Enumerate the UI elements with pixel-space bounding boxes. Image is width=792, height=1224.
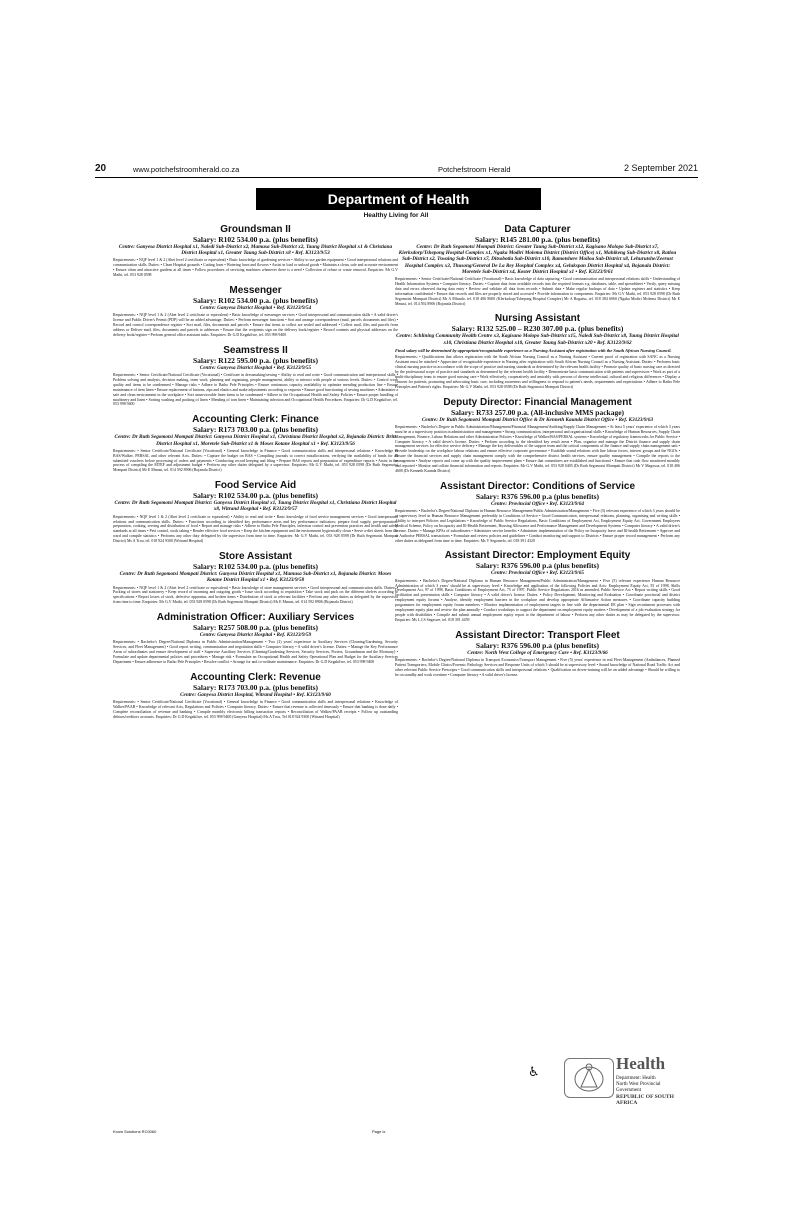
job-salary: Salary: R173 703.00 p.a. (plus benefits) [192, 682, 318, 692]
footer-left: Know Solutions RC0060 [113, 1129, 157, 1134]
header-rule [95, 177, 698, 178]
job-body: Requirements: • Senior Certificate/National Certificate (Vocational) • Basic knowledge of data capturing • Good communication and interpersonal relations skills • Understanding of Health Information Systems • Computer literacy. Duties: • Capture data from available records into the required formats e.g. databases, table, and spreadsheet • Verify, query missing data and errors observed during data entry • Review and validate all data from records • Submit data • Make regular backups of data • Update registers and statistics • Keep information confidential • Ensure that records and files are properly stored and accessed • Provide information to components. Enquiries: Mr G.V Maibi, tel. 053 928 0598 (Dr Ruth Segomotsi Mompati District) Mr A Mfundo, tel. 018 406 8600 (Klerksdorp/Tshepong Hospital Complex) Mr A Bogatsu, tel. 018 384 6060 (Ngaka Modiri Molema District) Mr E Mmusi, tel. 014 592 8906 (Bojanala District) [395, 277, 680, 306]
job-title: Assistant Director: Transport Fleet [455, 629, 620, 641]
issue-date: 2 September 2021 [623, 163, 698, 173]
tagline: Healthy Living for All [363, 212, 429, 219]
health-wordmark: Health [616, 1054, 666, 1073]
job-title: Assistant Director: Employment Equity [444, 550, 631, 562]
job-note: Final salary will be determined by appropriate/recognisable experience as a Nursing Assistant after registration with the South African Nursing Council. [395, 347, 672, 353]
page-number: 20 [95, 163, 107, 174]
job-centre: Centre: Dr Ruth Segomotsi Mompati District: Ganyesa District Hospital x1, Christiana District Hospital x2, Bojanala District: Brits District Hospital x1, Moretele Sub-District x1 & Moses Kotane Hospital x1 • Ref. K3123/9/56 [114, 434, 397, 447]
job-title: Groundsman II [220, 224, 291, 235]
department-line-2: North West Provincial Government [616, 1082, 661, 1093]
job-title: Administration Officer: Auxiliary Services [156, 612, 355, 624]
job-body: Requirements: • Senior Certificate/National Certificate (Vocational) • Certificate in dressmaking/sewing • Ability to read and write • Good communication and interpersonal skills • Problem solving and analysis, decision making, team work, planning and organising, people management, ability to interact with people at various levels. Duties: • Control work quality and items to be condemned • Manage risks • Adhere to Batho Pele Principles • Ensure continuous capacity availability to optimize mending production line • Ensure maintenance of item linen • Ensure replacement of buttons, zips and elastics and make adjustments according to requests • Ensure good functioning of sewing machines • Administer a safe and clean environment in the workplace • Sort unserviceable linen items to be condemned • Adhere to the Occupational Health and Safety Policies • Ensure proper handling of machinery and linen • Sorting washing and packing of linen • Mending of torn linen • Maintaining infection and Occupational Health Procedures. Enquiries: Dr G.D Kegakilwe, tel. 053 998 9400 [113, 372, 398, 407]
job-advert [113, 480, 398, 544]
job-body: Requirements: • Bachelor's Degree/National Diploma in Human Resource Management/Public Administration/Management • Five (5) relevant experience of which 3 years should be at supervisory level in Human Resource Management preferably in Conditions of Service • Good Communication, interpersonal relations, planning, organising and writing skills • Ability to interpret Policies and Legislations • Knowledge of Public Service Regulations, Basic Conditions of Employment Act, Employment Equity Act, Government Employees Medical Scheme, Policy on Incapacity and Ill-Health Retirement, Housing Allowance and Performance Management and Development Systems • Computer literacy • A valid driver's license. Duties: • Manage KPAs of subordinates • Administer service benefits • Administer implementation of the Policy on Incapacity leave and Ill-health Retirement • Approve and or Authorise PERSAL transactions • Formulate and review policies and guidelines • Conduct monitoring and support to Districts • Ensure proper record management • Perform any other duties as delegated from time to time. Enquiries: Ms V Segomelo, tel. 018 391 4320 [395, 509, 680, 543]
job-advert [395, 630, 680, 678]
job-salary: Salary: R376 596.00 p.a (plus benefits) [475, 640, 600, 650]
job-body: Requirements: • NQF level 1 & 2 (Abet level 2 certificate or equivalent) • Basic knowledge of gardening services • Ability to use garden equipment • Good interpersonal relations and communication skills. Duties: • Clean Hospital grounds • Cutting lawn • Watering lawn and flowers • Assist in load or unload goods • Maintain a clean, safe and accurate environment • Ensure clean and attractive gardens at all times • Follow procedures of servicing machines whenever there is a need • Collection of refuse or waste removal. Enquiries: Mr G.V Maibi, tel. 053 928 0598 [113, 258, 398, 278]
website-url[interactable]: www.potchefstroomherald.co.za [133, 165, 240, 174]
job-centre: Centre: Ganyesa District Hospital • Ref. K3123/9/59 [199, 632, 312, 639]
left-column [113, 224, 398, 1129]
job-body: Requirements: • Bachelor's Degree/National Diploma in Human Resource Management/Public Administration/Management • Five (5) relevant experience Human Resource Administration of which 3 years' should be at supervisory level • Knowledge and application of the following Policies and Acts: Employment Equity Act, 55 of 1998, Skills Development Act, 97 of 1998, Basic Conditions of Employment Act, 75 of 1997, Public Service Regulations 2016 as amended, Public Service Act • Report writing skills • Good facilitation and presentation skills • Computer literacy • A valid driver's license. Duties: • Policy Development, Monitoring and Evaluation • Coordinate provincial and district employment equity forums • Analyse, identify employment barriers in the workplace and develop appropriate Affirmative Action measures • Coordinate capacity building programmes for employment equity forum members • Monitor implementation of employment targets in line with the departmental EE plan • Sign recruitment processes with employment equity plan and review the plan annually • Conduct workshops to support the department on employment equity matters • Development of a job evaluation strategy for people with disabilities • Compile and submit annual employment equity report to the department of labour • Perform any other duties as may be delegated by the supervisor. Enquiries: Ms L.I.S Segaswe, tel. 018 391 4459 [395, 578, 680, 622]
job-centre: Centre: Dr Ruth Segomotsi Mompati District: Ganyesa District Hospital x1, Taung District Hospital x1, Christiana District Hospital x8, Witrand Hospital • Ref. K3123/9/57 [114, 500, 397, 513]
job-advert [113, 345, 398, 408]
job-advert [113, 285, 398, 338]
job-advert [395, 481, 680, 544]
wheelchair-icon: ♿ [528, 1065, 540, 1080]
job-advert [113, 551, 398, 605]
job-salary: Salary: R102 534.00 p.a. (plus benefits) [192, 491, 318, 501]
job-title: Assistant Director: Conditions of Service [439, 480, 636, 492]
job-salary: Salary: R733 257.00 p.a. (All-inclusive MMS package) [450, 407, 625, 417]
department-lines [616, 1076, 680, 1094]
job-body: Requirements: • Bachelor's Degree/National Diploma in Public Administration/Management • Two (2) years' experience in Auxiliary Services (Cleaning/Gardening, Security Services, and Fleet Management) • Good report writing, communication and negotiation skills • Computer literacy • A valid driver's license. Duties: • Manage the Key Performance Areas of subordinates and ensure development of staff • Supervise Auxiliary Services (Cleaning/Gardening Services, Security Services, Porters, Groundsman and the Mortuary) • Formulate and update departmental policies and procedures • Manage risk • Formulate an Occupational Health and Safety Operational Plan and Budget for the Auxiliary Services Department • Ensure adherence to Batho Pele Principles • Resolve conflict • Arrange for and co-ordinate maintenance. Enquiries: Dr G.D Kegakilwe, tel. 053 998 9400 [113, 640, 398, 664]
job-title: Data Capturer [504, 224, 571, 235]
job-salary: Salary: R145 281.00 p.a. (plus benefits) [474, 235, 600, 244]
job-title: Messenger [229, 285, 282, 297]
job-advert [395, 313, 680, 389]
job-salary: Salary: R257 508.00 p.a. (plus benefits) [192, 623, 318, 633]
job-centre: Centre: Ganyesa District Hospital • Ref. K3123/9/54 [199, 305, 312, 312]
coat-of-arms-icon [564, 1058, 614, 1098]
job-advert [395, 397, 680, 474]
job-salary: Salary: R132 525.00 – R230 307.00 p.a. (plus benefits) [451, 324, 624, 334]
job-advert [113, 672, 398, 720]
job-centre: Centre: Ganyesa District Hospital x1, Naledi Sub-District x2, Mamusa Sub-District x2, Taung District Hospital x1 & Christiana District Hospital x1, Greater Taung Sub-District x8 • Ref. K3123/9/53 [118, 244, 393, 257]
job-body: Requirements: • Senior Certificate/National Certificate (Vocational) • General knowledge in Finance • Good communication skills and interpersonal relations • Knowledge of Walker/PAAB • Knowledge of relevant Acts, Regulations and Policies • Computer literacy. Duties: • Ensure that revenue is collected timeously • Ensure that banking is done daily • Complete reconciliation of revenue and banking • Compile monthly electronic billing transaction reports • Reconciliation of Walker/PAAB receipts • Follow up outstanding debtors/creditors accounts. Enquiries: Dr G.D Kegakilwe, tel. 053 998 9400 (Ganyesa Hospital) Ms A Trou, Tel 018 924 9300 (Witrand Hospital) [113, 700, 398, 719]
job-advert [113, 224, 398, 278]
right-column [395, 224, 680, 1129]
job-advert [395, 550, 680, 622]
newspaper-name: Potchefstroom Herald [438, 165, 511, 174]
job-centre: Centre: Dr Ruth Segomotsi Mompati District: Greater Taung Sub-District x12, Kagisano Molopo Sub-District x7, Kierksdorp/Tshepong Hospital Complex x1, Ngaka Modiri Molema District (District Office) x1, Mahikeng Sub-District x8, Ratlou Sub-District x2, Tswaing Sub-District x7, Ditsobotla Sub-District x10, Ramotshere Moiloa Sub-District x8, Lehurutshe/Zeerust Hospital Complex x3, Thusong/General De La Rey Hospital Complex x4, Gelukspan District Hospital x4, Bojanala District: Moretele Sub-District x4, Koster District Hospital x1 • Ref. K3123/9/61 [398, 244, 677, 275]
job-centre: Centre: Provincial Office • Ref. K3123/9/64 [490, 500, 585, 507]
job-centre: Centre: Dr Ruth Segomotsi Mompati District Office & Dr Kenneth Kaunda District Office • Ref. K3123/9/63 [421, 416, 654, 423]
job-centre: Centre: Dr Ruth Segomotsi Mompati District: Ganyesa District Hospital x1, Mamusa Sub-District x1, Bojanala District: Moses Kotane District Hospital x1 • Ref. K3123/9/58 [119, 571, 392, 584]
department-banner: Department of Health [256, 188, 541, 210]
job-salary: Salary: R376 596.00 p.a (plus benefits) [475, 561, 600, 571]
job-advert [395, 224, 680, 306]
job-salary: Salary: R122 595.00 p.a. (plus benefits) [192, 355, 318, 365]
job-salary: Salary: R173 703.00 p.a. (plus benefits) [192, 425, 318, 435]
job-body: Requirements: • Senior Certificate/National Certificate (Vocational) • General knowledge in Finance • Good communication skills and interpersonal relations • Knowledge of BAS/Walker, PERSAL and other relevant Acts. Duties: • Capture the budget on BAS • Compiling journals to correct misallocations, verifying the availability of funds for all submitted vouchers before processing of orders and payments • Conducting record keeping and filing • Prepare BAS reports and preparation of expenditure reports • Assist in the process of compiling the MTEF and adjustment budget • Perform any other duties delegated by a supervisor. Enquiries: Mr G.V Maibi, tel. 053 928 0598 (Dr Ruth Segomotsi Mompati District) Mr E Mmusi, tel. 014 592 8906 (Bojanala District) [113, 448, 398, 473]
job-body: Requirements: • Qualifications that allows registration with the South African Nursing Council as a Nursing Assistant • Current proof of registration with SANC as a Nursing Assistant must be attached • Appreciate of recognisable experience in Nursing after registration with South African Nursing Council as a Nursing Assistant. Duties: • Performs basic clinical nursing practice in accordance with the scope of practice and nursing standards as determined by the relevant health facility • Promote quality of basic nursing care as directed by the professional scope of practice and standards as determined by the relevant health facility • Demonstrate basic communication with patients and supervisors • Work as part of a multi-disciplinary team to ensure good nursing care • Work effectively, cooperatively and amicably with persons of diverse intellectual, cultural and religious differences • Display a concern for patients, promoting and advocating basic care, including awareness and willingness to respond to patient's needs, requirements and expectations • Adhere to Batho Pele Principles and Patient's rights. Enquiries: Mr G.V Maibi, tel. 053 928 0598 (Dr Ruth Segomotsi Mompati District) [395, 355, 680, 389]
job-centre: Centre: Ganyesa District Hospital • Ref. K3123/9/55 [199, 364, 312, 371]
footer-center: Page ix [372, 1129, 386, 1134]
job-body: Requirements: • NQF level 1 & 2 (Abet level 2 certificate or equivalent) • Basic knowledge of messenger services • Good interpersonal and communication skills • A valid driver's license and Public Driver's Permit (PDP) will be an added advantage. Duties: • Perform messenger functions • Sort and arrange correspondence (mail, parcels documents and files) • Record and control correspondence register • Sort mail, files, documents and parcels • Ensure that items to collect are sealed and addressed • Collect mail, files and parcels from address or Deliver mail, files, documents and parcels to addresses • Ensure that the recipients sign on the delivery book/register • Record contents and physical addresses on the delivery book/register • Perform general office assistant tasks. Enquiries: Dr G.D Kegakilwe, tel. 053 998 9400 [113, 313, 398, 337]
job-advert [113, 414, 398, 473]
job-body: Requirements: • Bachelor's Degree/National Diploma in Transport Economics/Transport Management • Five (5) years' experience in real Fleet Management (Ambulances, Planned Patient Transporters, Mobile Clinics/Forensic Pathology Services and Response Units of which 3 should be at supervisory level • Sound knowledge of National Road Traffic Act and other relevant Public Service Prescripts • Good communication skills and interpersonal relations • Qualification on driver-training will be an added advantage • Should be willing to be on standby and work overtime • Computer literacy • A valid driver's license. [395, 657, 680, 677]
job-salary: Salary: R102 534.00 p.a. (plus benefits) [192, 296, 318, 306]
page-header [95, 163, 698, 177]
job-advert [113, 612, 398, 665]
job-salary: Salary: R376 596.00 p.a (plus benefits) [475, 491, 600, 501]
job-salary: Salary: R102 534.00 p.a. (plus benefits) [192, 235, 318, 244]
republic-line: REPUBLIC OF SOUTH AFRICA [616, 1094, 674, 1106]
department-line-1: Department: Health [616, 1076, 656, 1081]
job-title: Food Service Aid [214, 480, 297, 492]
job-centre: Centre: Provincial Office • Ref. K3123/9/65 [490, 570, 585, 577]
job-title: Accounting Clerk: Finance [192, 414, 319, 426]
job-title: Store Assistant [219, 551, 292, 563]
job-title: Nursing Assistant [494, 313, 581, 325]
job-centre: Centre: Ganyesa District Hospital, Witrand Hospital • Ref. K3123/9/60 [180, 691, 331, 698]
job-title: Seamstress II [223, 344, 288, 356]
job-centre: Centre: Schlining Community Health Centre x3, Kagisano Molopo Sub-District x15, Naledi Sub-District x8, Taung District Hospital x10, Christiana District Hospital x10, Greater Taung Sub-District x20 • Ref. K3123/9/62 [396, 333, 679, 346]
job-body: Requirements: • NQF level 1 & 2 (Abet level 2 certificate or equivalent) • Ability to read and write • Basic knowledge of food service management services • Good interpersonal relations and communication skills. Duties: • Functions according to identified key performance areas and key performance indicators; prepare food supply, pre-preparation, preparation, cooking, serving and distribution of food • Report and manage risks • Adhere to Batho Pele Principles, infection control and prevention practices and health and safety standards at all times • Pest control, stock taking • Render effective food services • Keep the kitchen equipment and the environment hygienically clean • Serve a-diet sheets from the ward and compile statistics • Performs any other duty delegated by the supervisor from time to time. Enquiries: Mr G.V Maibi, tel. 053 928 0598 (Dr Ruth Segomotsi Mompati District) Ms A Trou, tel. 018 924 9300 (Witrand Hospital) [113, 514, 398, 544]
job-title: Deputy Director: Financial Management [443, 396, 632, 408]
job-salary: Salary: R102 534.00 p.a. (plus benefits) [192, 562, 318, 572]
job-body: Requirements: • Bachelor's Degree in Public Administration/Management/Financial Management/Auditing/Supply Chain Management • At least 5 years' experience of which 3 years must be at a supervisory position in administration and management • Strong communication, interpersonal and organisational skills • Knowledge of Human Resources, Supply Chain Management, Finance, Labour Relations and other Administration Policies • Knowledge of Walker/BAS/PERSAL systems • Knowledge of regulatory frameworks for Public Service • Computer literacy • A valid driver's license. Duties: • Perform according to the identified key result areas • Plan, organise and manage the District finance and supply chain management services for effective service delivery • Manage the key deliverables of the support team and the critical components of the finance and supply chain management unit • Provide leadership on the workplace labour relations and ensure effective corporate governance • Establish sound relations with line labour forces, interest groups and the NGOs • Ensure the financial services and supply chain management comply with the comprehensive district health services, ensure quality management • Compile the reports to the management • Analyse reports and come up with the quality improvement plans • Ensure that committees are established and functional • Ensure that cash flow monitored monthly and reported • Monitor and collate financial information and reports. Enquiries: Mr G.V Maibi, tel. 053 928 0405 (Dr Ruth Segomotsi Mompati District) Mr V Magosoa, tel. 018 406 4600 (Dr Kenneth Kaunda District) [395, 424, 680, 473]
health-logo [528, 1052, 680, 1122]
job-title: Accounting Clerk: Revenue [190, 671, 321, 683]
job-centre: Centre: North West College of Emergency Care • Ref. K3123/9/66 [467, 649, 608, 656]
job-body: Requirements: • NQF level 1 & 2 (Abet level 2 certificate or equivalent) • Basic knowledge of store management services • Good interpersonal and communication skills. Duties: • Packing of stores and stationery • Keep record of incoming and outgoing goods • Issue stock according to requisition • Take stock and pack on the different shelves according to specifications • Report losses of stock, defective apparatus, and broken items • Distribution of stock to relevant facilities • Perform any other duties as delegated by the supervisor from time to time. Enquiries: Mr G.V Maibi, tel. 053 928 0598 (Dr Ruth Segomotsi Mompati District) Mr E Mmusi, tel. 014 592 8906 (Bojanala District) [113, 585, 398, 605]
